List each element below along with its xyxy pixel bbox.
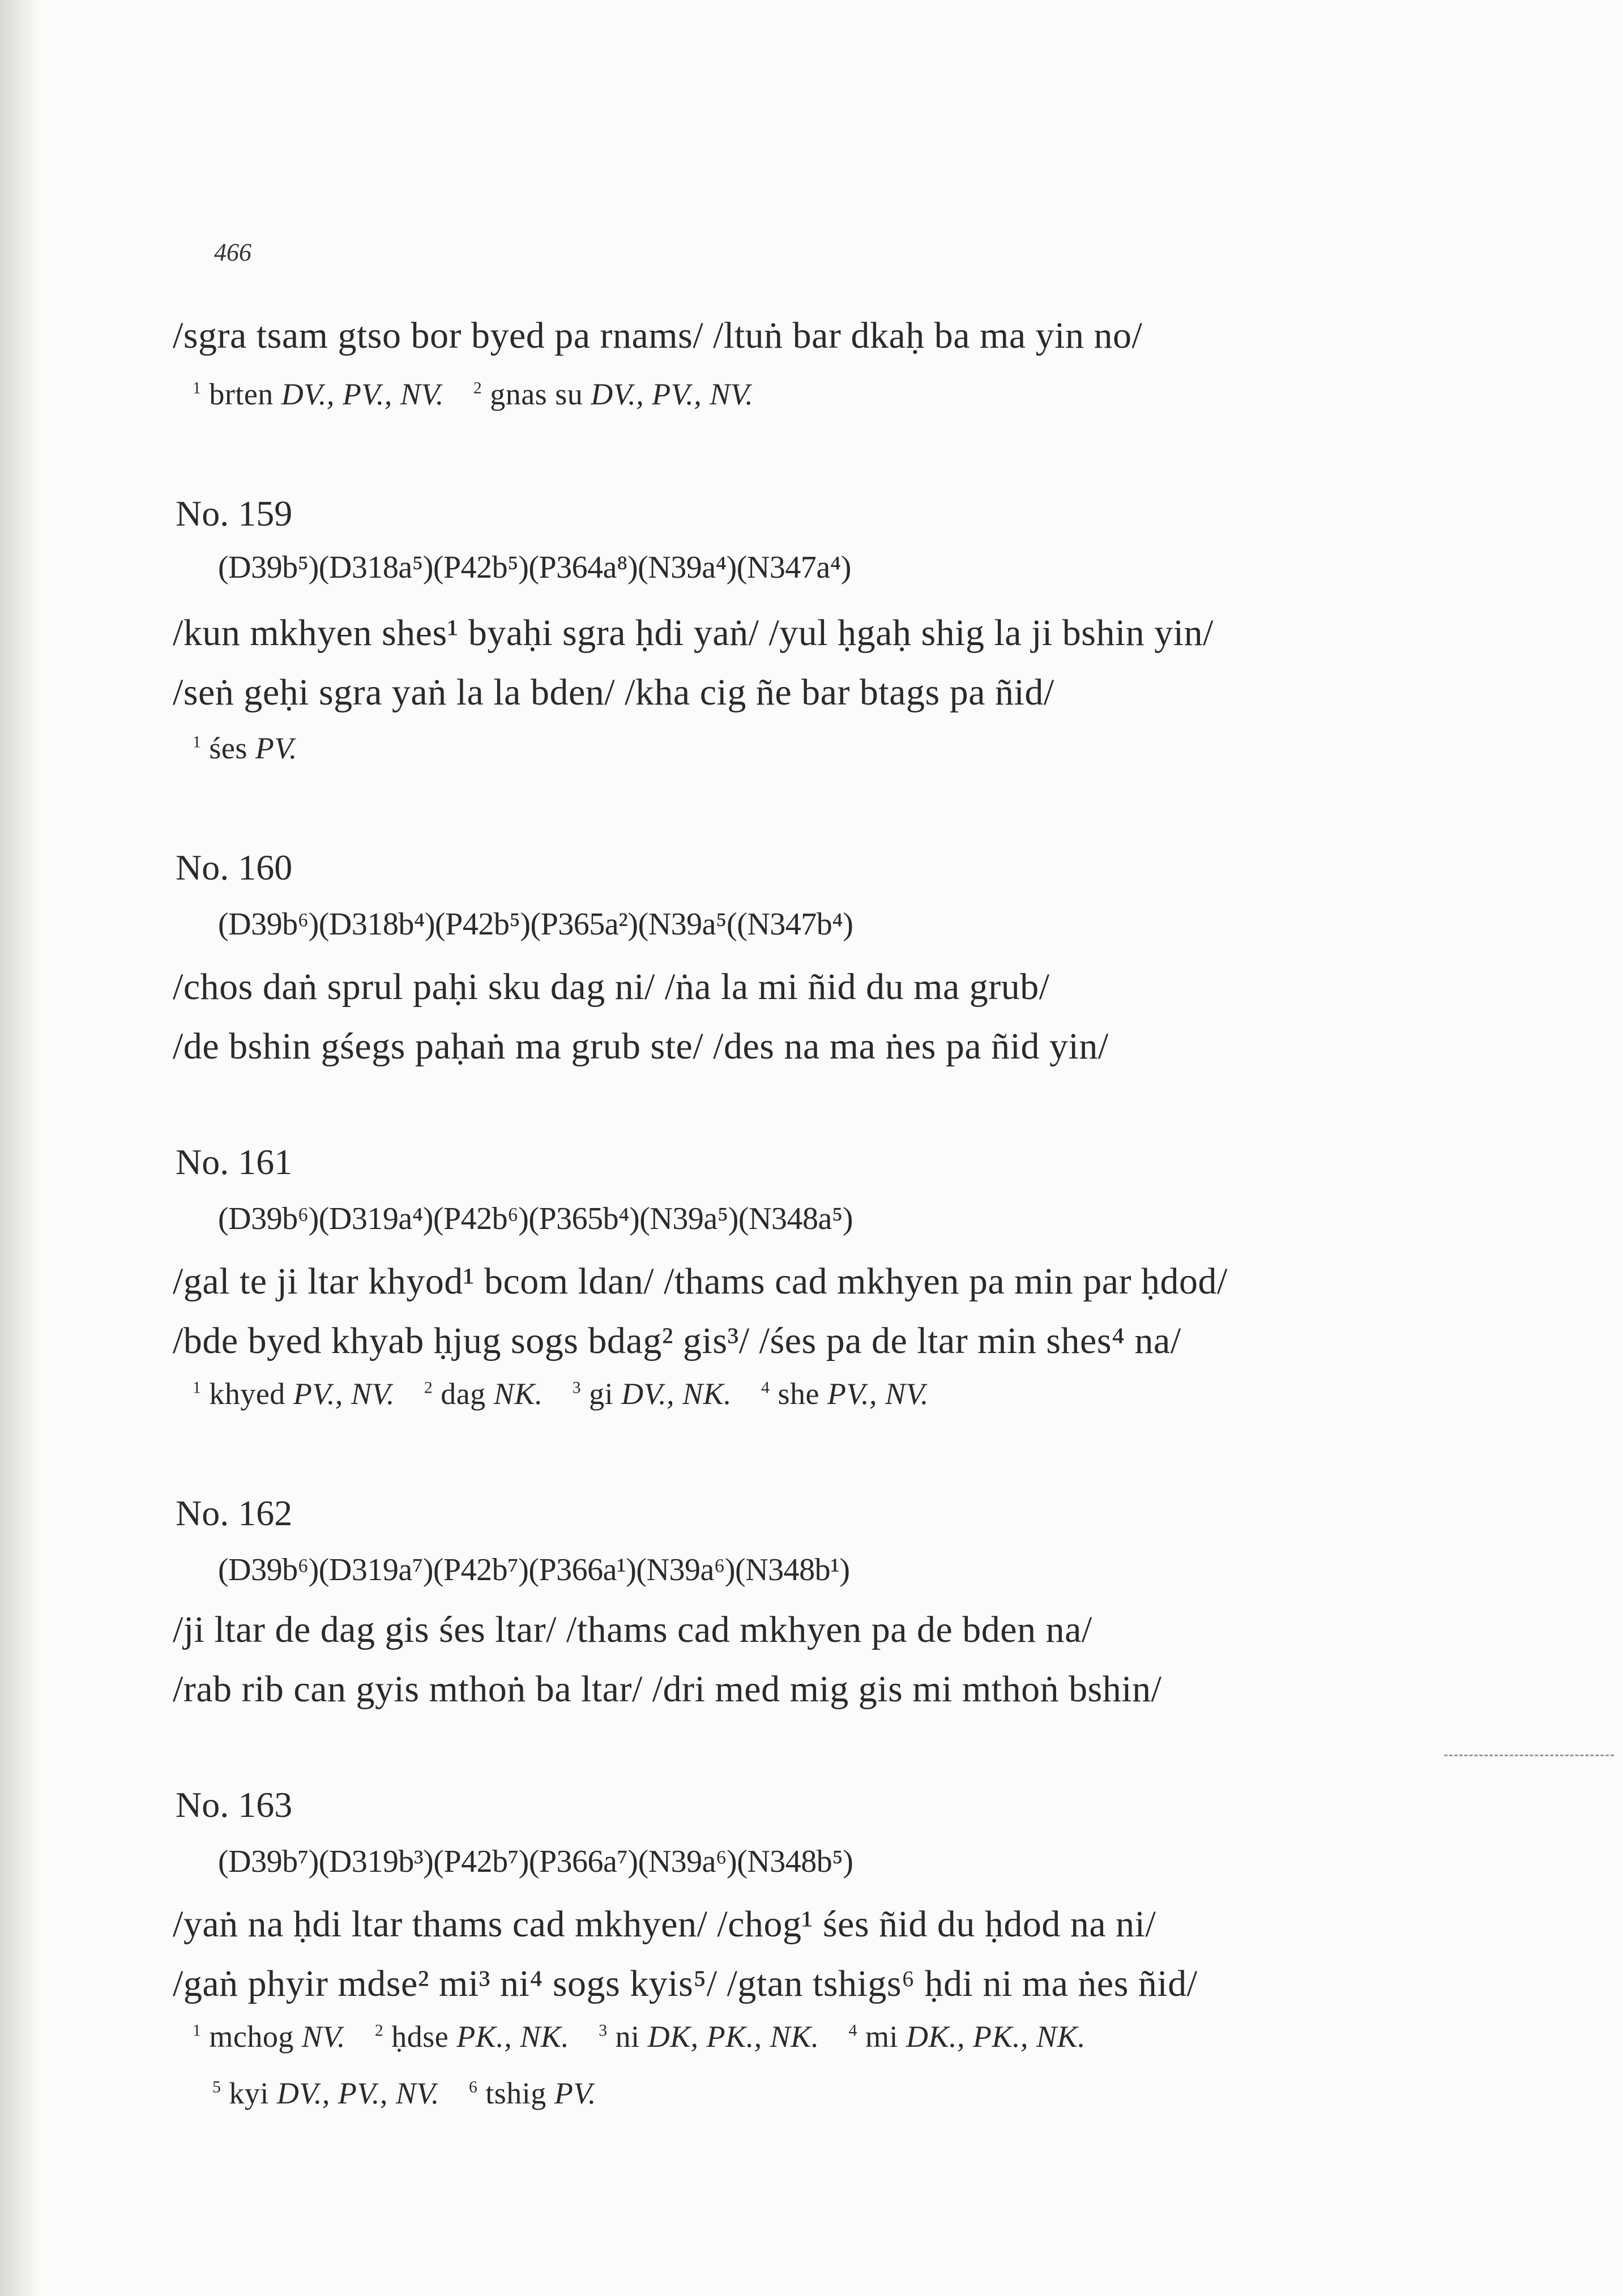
entry-references: (D39b⁵)(D318a⁵)(P42b⁵)(P364a⁸)(N39a⁴)(N347a⁴)	[218, 550, 851, 585]
footnote: $^2$ gnas su DV., PV., NV.	[473, 377, 754, 411]
footnote: $^4$ she PV., NV.	[761, 1377, 929, 1411]
verse-line: /rab rib can gyis mthoṅ ba ltar/ /dri med mig gis mi mthoṅ bshin/	[173, 1668, 1162, 1710]
margin-rule	[1444, 1755, 1614, 1756]
footnote: $^3$ gi DV., NK.	[572, 1377, 732, 1411]
footnote: $^1$ brten DV., PV., NV.	[193, 377, 444, 411]
entry-references: (D39b⁶)(D318b⁴)(P42b⁵)(P365a²)(N39a⁵((N347b⁴)	[218, 907, 853, 942]
verse-line: /gal te ji ltar khyod¹ bcom ldan/ /thams cad mkhyen pa min par ḥdod/	[173, 1261, 1228, 1302]
verse-line: /chos daṅ sprul paḥi sku dag ni/ /ṅa la mi ñid du ma grub/	[173, 966, 1050, 1008]
footnote: $^3$ ni DK, PK., NK.	[599, 2020, 819, 2054]
intro-verse: /sgra tsam gtso bor byed pa rnams/ /ltuṅ bar dkaḥ ba ma yin no/	[173, 315, 1143, 356]
footnote: $^6$ tshig PV.	[468, 2076, 596, 2110]
verse-line: /de bshin gśegs paḥaṅ ma grub ste/ /des na ma ṅes pa ñid yin/	[173, 1026, 1109, 1067]
footnotes	[193, 1376, 929, 1411]
footnote: $^2$ dag NK.	[424, 1377, 543, 1411]
entry-references: (D39b⁶)(D319a⁴)(P42b⁶)(P365b⁴)(N39a⁵)(N348a⁵)	[218, 1201, 853, 1236]
footnotes	[212, 2076, 596, 2111]
entry-heading: No. 159	[176, 493, 293, 534]
entry-heading: No. 160	[176, 847, 293, 887]
verse-line: /kun mkhyen shes¹ byaḥi sgra ḥdi yaṅ/ /yul ḥgaḥ shig la ji bshin yin/	[173, 612, 1214, 654]
footnote: $^5$ kyi DV., PV., NV.	[212, 2076, 439, 2110]
verse-line: /seṅ geḥi sgra yaṅ la la bden/ /kha cig ñe bar btags pa ñid/	[173, 672, 1054, 713]
entry-references: (D39b⁷)(D319b³)(P42b⁷)(P366a⁷)(N39a⁶)(N348b⁵)	[218, 1844, 853, 1879]
footnotes	[193, 731, 297, 766]
footnote: $^2$ ḥdse PK., NK.	[374, 2020, 570, 2054]
entry-heading: No. 162	[176, 1493, 293, 1533]
footnote: $^1$ śes PV.	[193, 731, 297, 765]
footnote: $^4$ mi DK., PK., NK.	[848, 2020, 1086, 2054]
entry-heading: No. 161	[176, 1142, 293, 1182]
verse-line: /gaṅ phyir mdse² mi³ ni⁴ sogs kyis⁵/ /gtan tshigs⁶ ḥdi ni ma ṅes ñid/	[173, 1963, 1198, 2004]
entry-heading: No. 163	[176, 1785, 293, 1825]
verse-line: /ji ltar de dag gis śes ltar/ /thams cad mkhyen pa de bden na/	[173, 1609, 1092, 1650]
footnotes	[193, 2019, 1086, 2054]
footnote: $^1$ khyed PV., NV.	[193, 1377, 395, 1411]
footnote: $^1$ mchog NV.	[193, 2020, 345, 2054]
scan-edge-shadow	[0, 0, 40, 2296]
page-number: 466	[214, 238, 251, 266]
intro-footnotes	[193, 377, 753, 412]
verse-line: /yaṅ na ḥdi ltar thams cad mkhyen/ /chog¹ śes ñid du ḥdod na ni/	[173, 1904, 1156, 1945]
entry-references: (D39b⁶)(D319a⁷)(P42b⁷)(P366a¹)(N39a⁶)(N348b¹)	[218, 1552, 850, 1587]
verse-line: /bde byed khyab ḥjug sogs bdag² gis³/ /śes pa de ltar min shes⁴ na/	[173, 1320, 1181, 1362]
